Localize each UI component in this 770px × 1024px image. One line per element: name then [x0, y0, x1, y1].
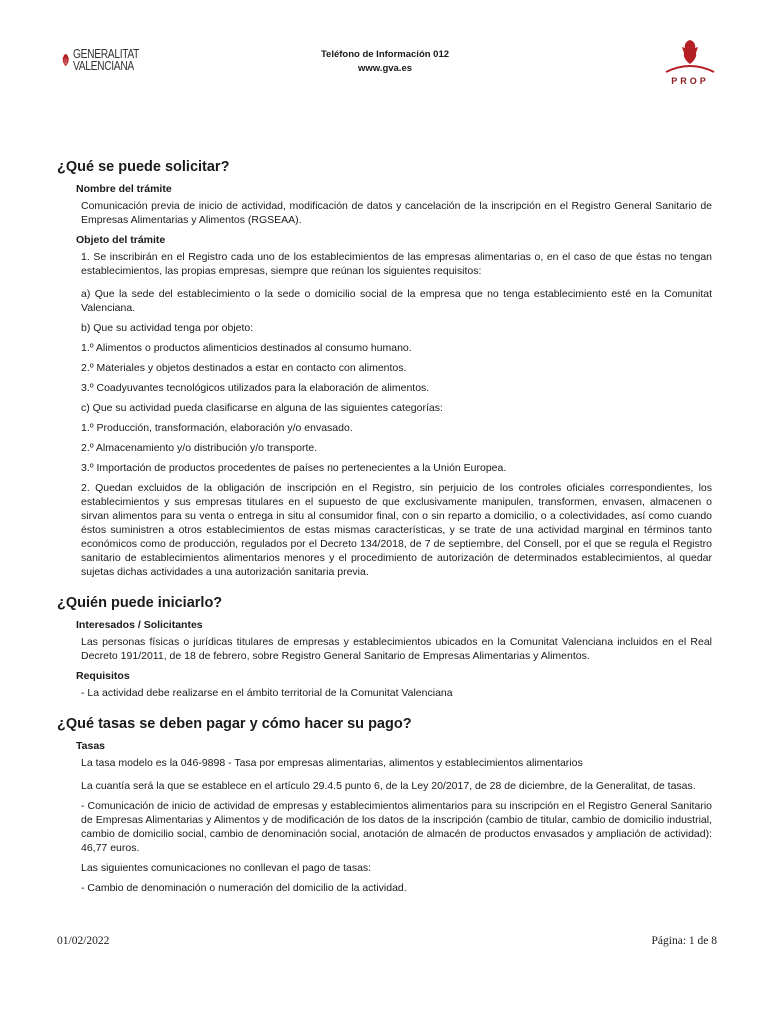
paragraph: Comunicación previa de inicio de actividad, modificación de datos y cancelación de la inscripción en el Registro General Sanitario de Empresas Alimentarias y Alimentos (RGSEAA).: [81, 200, 712, 226]
prop-logo: [664, 38, 716, 90]
paragraph: Las personas físicas o jurídicas titulares de empresas y establecimientos ubicados en la Comunitat Valenciana incluidos en el Real Decreto 191/2011, de 18 de febrero, sobre Registro General Sanitario de Empresas Alimentarias y Alimentos.: [81, 636, 712, 662]
header-contact: [0, 48, 770, 76]
section-que-solicitar: [57, 158, 712, 579]
page-footer: [57, 935, 717, 947]
paragraph: 3.º Coadyuvantes tecnológicos utilizados para la elaboración de alimentos.: [81, 382, 430, 394]
paragraph: 2. Quedan excluidos de la obligación de inscripción en el Registro, sin perjuicio de los controles oficiales correspondientes, los establecimientos y sus empresas titulares en el supuesto de que exclusivamente manipulen, transformen, envasen, almacenen o sirvan alimentos para su venta o entrega in situ al consumidor final, con o sin reparto a domicilio, o a colectividades, así como cuando éstos suministren a otros establecimientos de estas mismas características, y se trate de una actividad marginal en términos tanto económicos como de producción, regulados por el Decreto 134/2018, de 7 de septiembre, del Consell, por el que se regula el Registro sanitario de establecimientos alimentarios menores y el procedimiento de autorización de determinados establecimientos, al quedar sujetas dichas actividades a una autorización sanitaria previa.: [81, 482, 712, 578]
paragraph: 1.º Producción, transformación, elaboración y/o envasado.: [81, 422, 353, 434]
footer-page-number: Página: 1 de 8: [651, 935, 717, 947]
main-content: [57, 158, 712, 910]
paragraph: 1.º Alimentos o productos alimenticios destinados al consumo humano.: [81, 342, 412, 354]
subsection-title: Requisitos: [76, 670, 130, 682]
paragraph: - Comunicación de inicio de actividad de empresas y establecimientos alimentarios para su inscripción en el Registro General Sanitario de Empresas Alimentarias y Alimentos y de modificación de los datos de la inscripción (cambio de titular, cambio de domicilio industrial, cambio de domicilio social, cambio de denominación social, anotación de almacén de productos envasados y ampliación de actividad): 46,77 euros.: [81, 800, 712, 854]
section-title: ¿Qué tasas se deben pagar y cómo hacer su pago?: [57, 716, 412, 732]
paragraph: b) Que su actividad tenga por objeto:: [81, 322, 254, 334]
gva-logo-line1: GENERALITAT: [73, 47, 140, 61]
paragraph: La cuantía será la que se establece en el artículo 29.4.5 punto 6, de la Ley 20/2017, de 28 de diciembre, de la Generalitat, de tasas.: [81, 780, 696, 792]
prop-bat-icon: [664, 38, 716, 74]
paragraph: 2.º Materiales y objetos destinados a estar en contacto con alimentos.: [81, 362, 407, 374]
paragraph: 1. Se inscribirán en el Registro cada uno de los establecimientos de las empresas alimentarias o, en el caso de que éstas no tengan establecimientos, las propias empresas, siempre que reúnan los siguientes requisitos:: [81, 251, 712, 277]
phone-info: Teléfono de Información 012: [320, 49, 450, 60]
subsection-title: Interesados / Solicitantes: [76, 619, 203, 631]
paragraph: a) Que la sede del establecimiento o la sede o domicilio social de la empresa que no tenga establecimiento esté en la Comunitat Valenciana.: [81, 288, 712, 314]
subsection-title: Objeto del trámite: [76, 234, 166, 246]
paragraph: La tasa modelo es la 046-9898 - Tasa por empresas alimentarias, alimentos y establecimientos alimentarios: [81, 757, 583, 769]
paragraph: 2.º Almacenamiento y/o distribución y/o transporte.: [81, 442, 318, 454]
paragraph: 3.º Importación de productos procedentes de países no pertenecientes a la Unión Europea.: [81, 462, 507, 474]
subsection-title: Nombre del trámite: [76, 183, 172, 195]
footer-date: 01/02/2022: [57, 935, 110, 947]
website-link[interactable]: www.gva.es: [357, 63, 413, 74]
gva-logo-line2: VALENCIANA: [73, 59, 135, 73]
prop-logo-text: PROP: [671, 76, 709, 86]
section-title: ¿Qué se puede solicitar?: [57, 159, 230, 175]
section-title: ¿Quién puede iniciarlo?: [57, 595, 223, 611]
paragraph: - Cambio de denominación o numeración del domicilio de la actividad.: [81, 882, 407, 894]
section-quien-iniciarlo: [57, 594, 712, 700]
paragraph: Las siguientes comunicaciones no conllevan el pago de tasas:: [81, 862, 372, 874]
paragraph: - La actividad debe realizarse en el ámbito territorial de la Comunitat Valenciana: [81, 687, 453, 699]
subsection-title: Tasas: [76, 740, 105, 752]
paragraph: c) Que su actividad pueda clasificarse en alguna de las siguientes categorías:: [81, 402, 443, 414]
section-tasas: [57, 715, 712, 895]
